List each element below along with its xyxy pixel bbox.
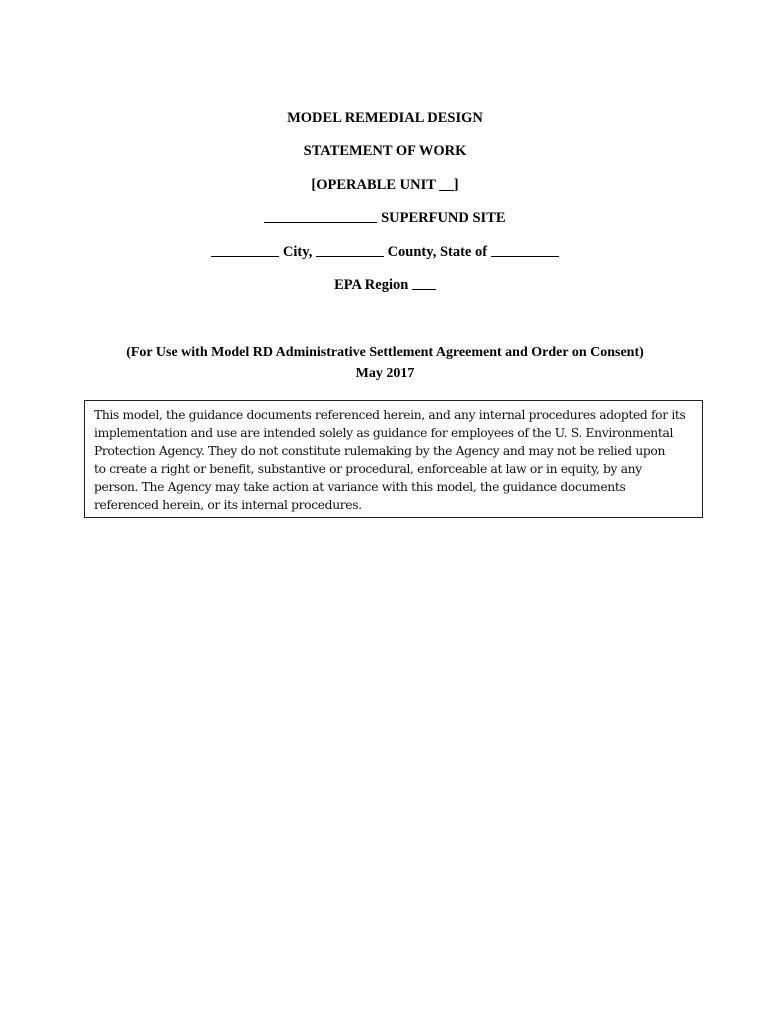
city-blank bbox=[211, 244, 279, 257]
region-blank bbox=[412, 277, 436, 290]
usage-note: (For Use with Model RD Administrative Settlement Agreement and Order on Consent) bbox=[126, 345, 644, 360]
disclaimer-line: implementation and use are intended solely as guidance for employees of the U. S. Environmental bbox=[94, 426, 674, 440]
site-name-blank bbox=[264, 210, 377, 223]
document-date: May 2017 bbox=[355, 366, 415, 381]
disclaimer-line: to create a right or benefit, substantive or procedural, enforceable at law or in equity, by any bbox=[94, 462, 642, 476]
city-label: City, bbox=[282, 244, 313, 260]
usage-block bbox=[0, 342, 770, 384]
title-statement-of-work: STATEMENT OF WORK bbox=[303, 143, 467, 159]
superfund-site-label: SUPERFUND SITE bbox=[381, 210, 506, 226]
title-model-remedial-design: MODEL REMEDIAL DESIGN bbox=[287, 110, 483, 126]
site-name-line bbox=[0, 209, 770, 227]
location-line bbox=[0, 243, 770, 261]
county-blank bbox=[316, 244, 384, 257]
county-state-label: County, State of bbox=[387, 244, 488, 260]
disclaimer-line: person. The Agency may take action at variance with this model, the guidance documents bbox=[94, 480, 626, 494]
region-line bbox=[0, 276, 770, 294]
state-blank bbox=[491, 244, 559, 257]
epa-region-label: EPA Region bbox=[334, 277, 409, 293]
disclaimer-line: referenced herein, or its internal procedures. bbox=[94, 498, 362, 512]
title-operable-unit: [OPERABLE UNIT __] bbox=[311, 177, 459, 193]
disclaimer-line: Protection Agency. They do not constitute rulemaking by the Agency and may not be relied upon bbox=[94, 444, 666, 458]
disclaimer-box bbox=[84, 400, 703, 518]
disclaimer-line: This model, the guidance documents referenced herein, and any internal procedures adopted for its bbox=[94, 408, 686, 422]
